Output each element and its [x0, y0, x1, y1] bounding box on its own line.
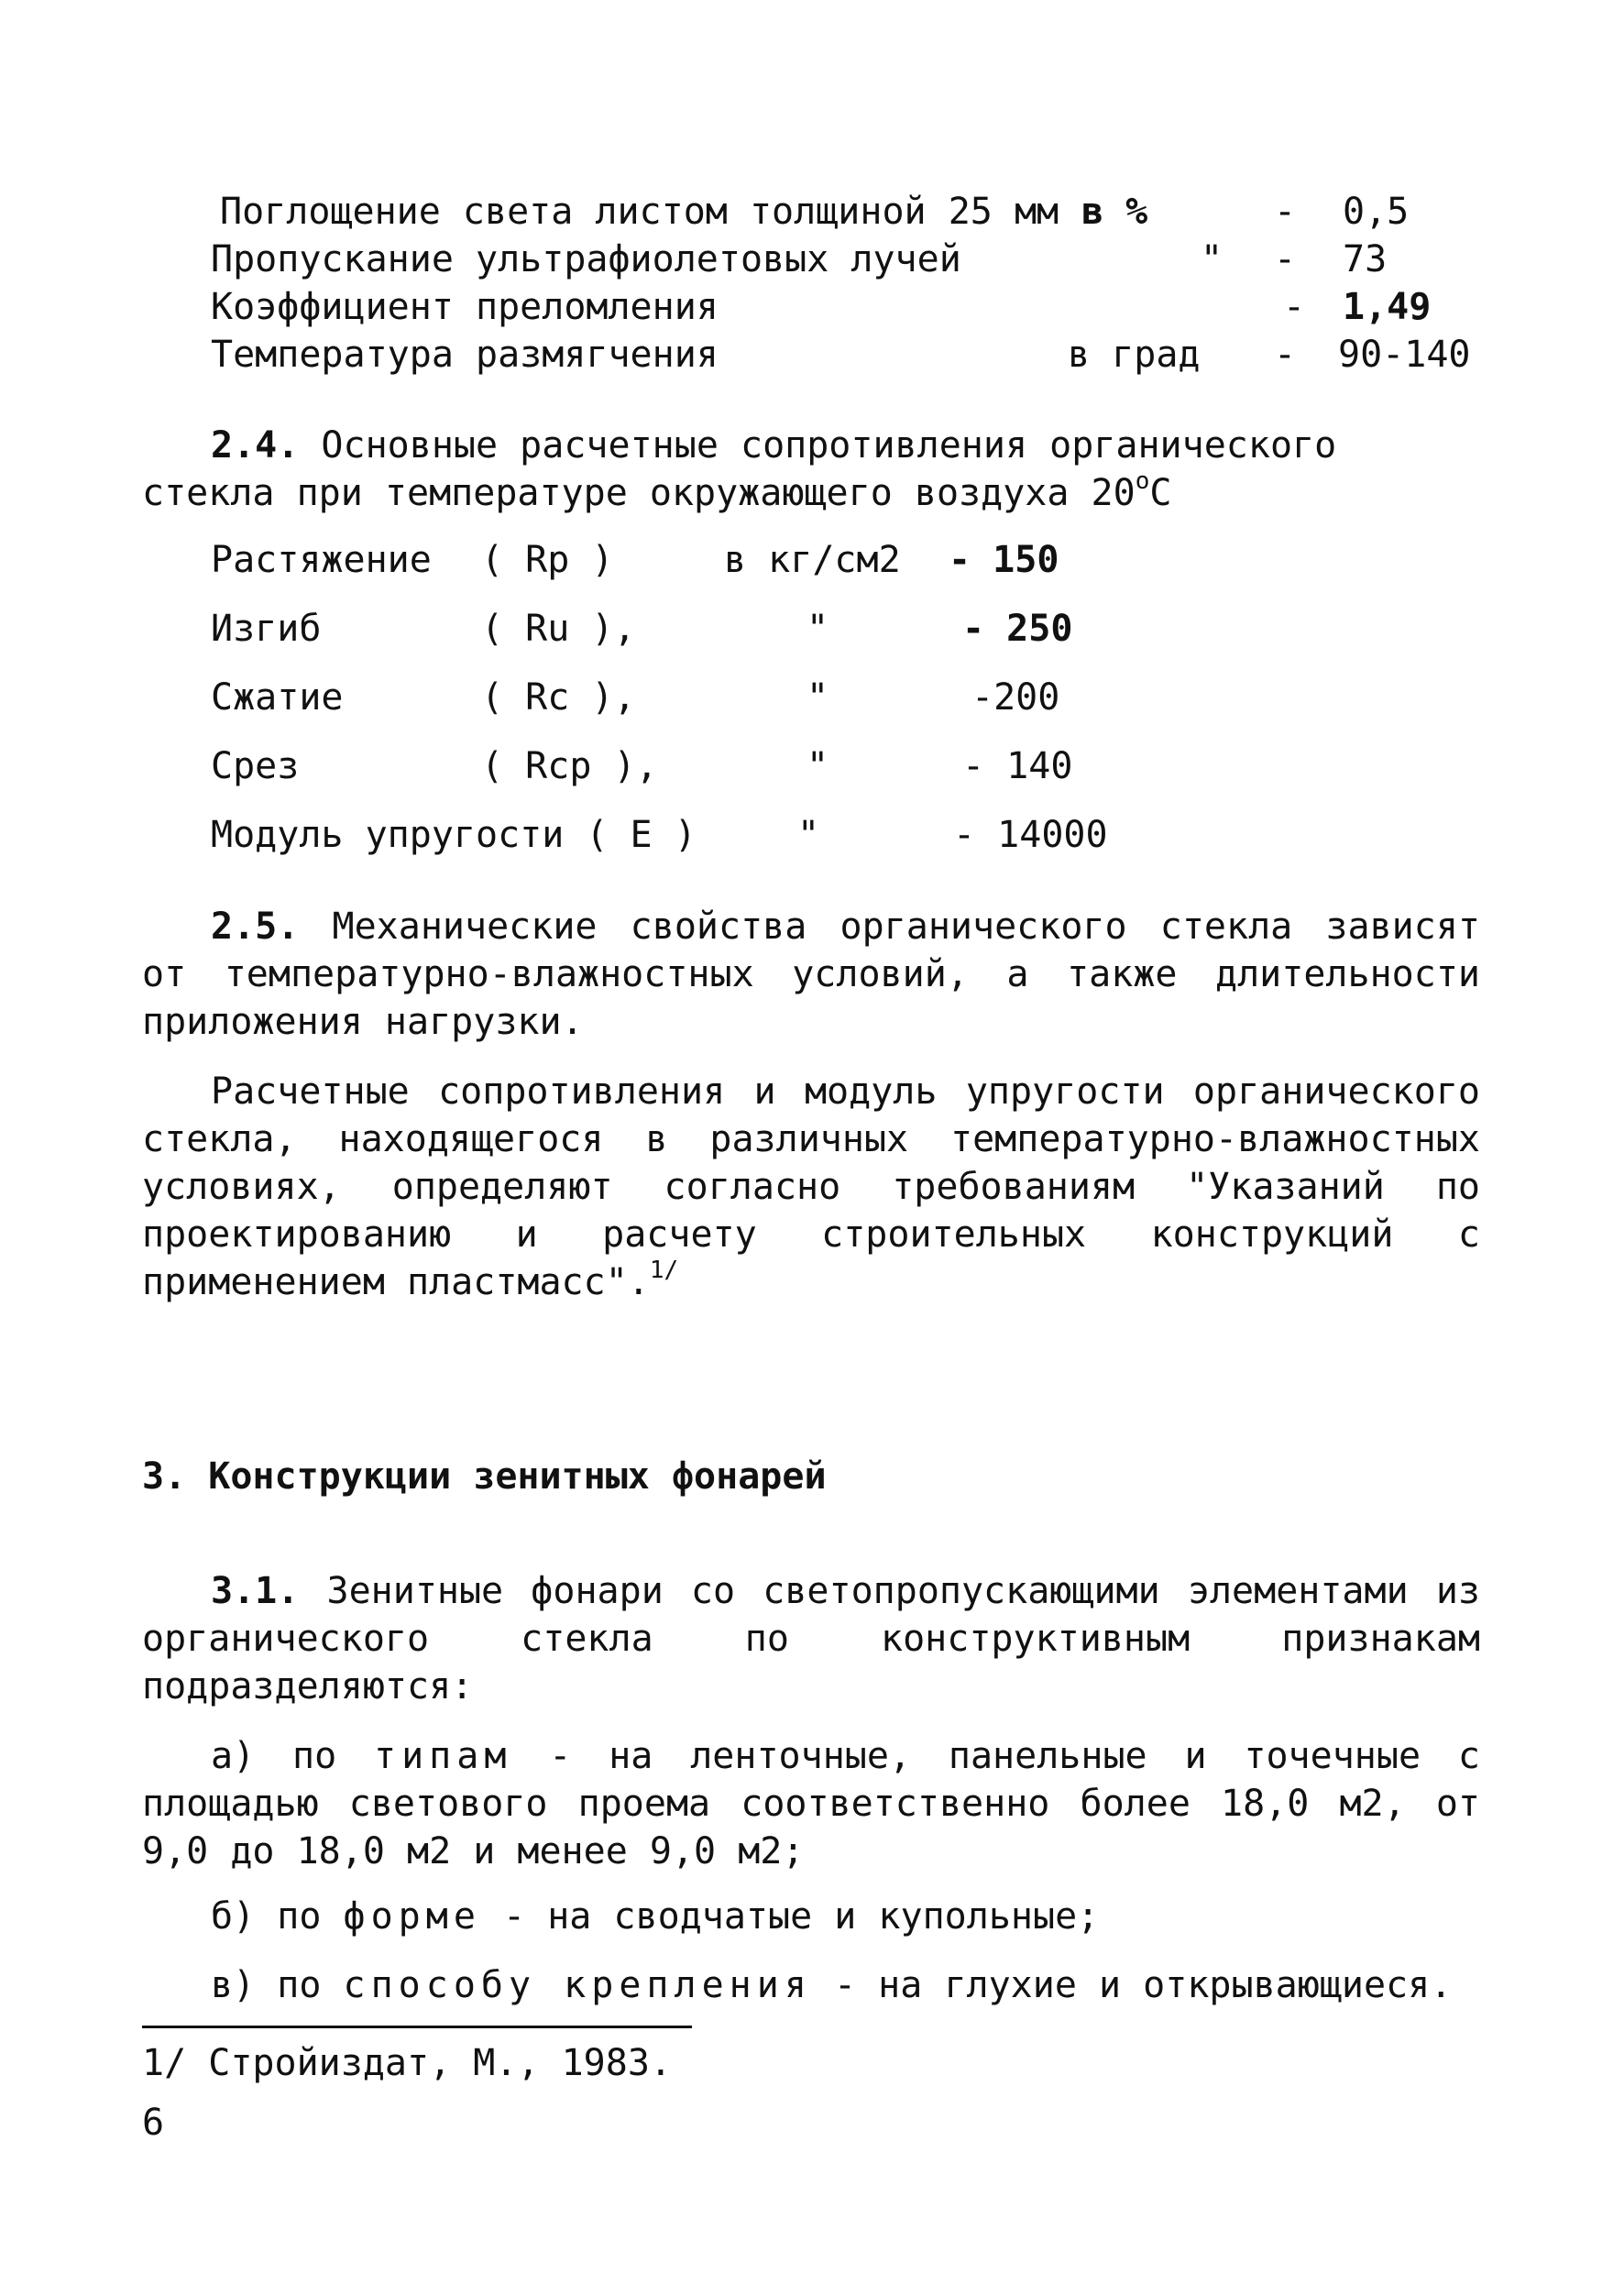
section-number: 2.4.	[211, 424, 300, 467]
footnote-rule	[142, 2026, 692, 2028]
footnote	[142, 2039, 672, 2087]
prop-value: 73	[1343, 238, 1388, 280]
section-text: Основные расчетные сопротивления органического	[321, 424, 1337, 467]
res-unit: в кг/см2	[724, 539, 901, 581]
prop-unit: в %	[1081, 191, 1148, 233]
prop-dash: -	[1283, 286, 1306, 328]
section-2-5-paragraph	[142, 1068, 1480, 1311]
list-text: - на ленточные, панельные и точечные с площадью светового проема соответственно более 18,0 м2, от 9,0 до 18,0 м2 и менее 9,0 м2;	[142, 1735, 1480, 1872]
prop-dash: -	[1274, 334, 1297, 376]
res-name: Срез	[211, 745, 300, 787]
res-symbol: ( Ru ),	[481, 608, 636, 650]
degree-mark: o	[1135, 467, 1150, 495]
page-number: 6	[142, 2102, 165, 2144]
res-name: Изгиб	[211, 608, 322, 650]
res-unit: "	[797, 814, 820, 856]
section-number: 3.1.	[211, 1570, 300, 1612]
prop-value: 0,5	[1343, 191, 1410, 233]
res-name: Модуль упругости ( E )	[211, 814, 697, 856]
section-2-4-line2	[142, 469, 1171, 522]
footnote-text: Стройиздат, М., 1983.	[208, 2042, 672, 2084]
list-key: форме	[343, 1895, 481, 1938]
section-text: Зенитные фонари со светопропускающими элементами из органического стекла по конструктивным признакам подразделяются:	[142, 1570, 1480, 1707]
res-name: Растяжение	[211, 539, 432, 581]
res-value: - 140	[962, 745, 1073, 787]
list-prefix: а) по	[211, 1735, 337, 1777]
res-symbol: ( Rc ),	[481, 676, 636, 719]
res-value: - 150	[949, 539, 1059, 581]
res-unit: "	[807, 608, 829, 650]
footnote-ref: 1/	[649, 1257, 679, 1284]
res-symbol: ( Rp )	[481, 539, 614, 581]
list-text: - на глухие и открывающиеся.	[834, 1964, 1453, 2006]
section-2-4-line1	[211, 422, 1336, 469]
section-2-5	[142, 903, 1480, 1046]
section-3-heading: 3. Конструкции зенитных фонарей	[142, 1455, 827, 1498]
prop-dash: -	[1274, 238, 1297, 280]
res-value: - 250	[962, 608, 1073, 650]
footnote-mark: 1/	[142, 2042, 187, 2084]
prop-dash: -	[1274, 191, 1297, 233]
celsius: C	[1149, 472, 1172, 514]
prop-label: Поглощение света листом толщиной 25 мм	[220, 191, 1059, 233]
prop-unit: "	[1201, 238, 1223, 280]
prop-label: Пропускание ультрафиолетовых лучей	[211, 238, 961, 280]
list-text: - на сводчатые и купольные;	[503, 1895, 1100, 1938]
section-3-1	[142, 1567, 1480, 1710]
res-unit: "	[807, 676, 829, 719]
prop-unit: в град	[1068, 334, 1201, 376]
prop-value: 90-140	[1338, 334, 1471, 376]
prop-label: Коэффициент преломления	[211, 286, 719, 328]
list-item-v	[142, 1961, 1480, 2009]
prop-value: 1,49	[1343, 286, 1432, 328]
list-key: способу крепления	[343, 1964, 812, 2006]
list-prefix: в) по	[211, 1964, 322, 2006]
section-text: стекла при температуре окружающего воздуха 20	[142, 472, 1136, 514]
list-item-b	[142, 1893, 1480, 1940]
res-value: -200	[971, 676, 1060, 719]
list-item-a	[142, 1732, 1480, 1875]
list-key: типам	[374, 1735, 512, 1777]
prop-label: Температура размягчения	[211, 334, 719, 376]
res-value: - 14000	[953, 814, 1108, 856]
section-text: Расчетные сопротивления и модуль упругости органического стекла, находящегося в различных температурно-влажностных условиях, определяют согласно требованиям "Указаний по проектированию и расчету строительных конструкций с применением пластмасс".	[142, 1071, 1480, 1303]
res-unit: "	[807, 745, 829, 787]
section-number: 2.5.	[211, 906, 300, 948]
section-text: Механические свойства органического стекла зависят от температурно-влажностных условий, а также длительности приложения нагрузки.	[142, 906, 1480, 1043]
res-symbol: ( Rcp ),	[481, 745, 658, 787]
list-prefix: б) по	[211, 1895, 322, 1938]
res-name: Сжатие	[211, 676, 344, 719]
